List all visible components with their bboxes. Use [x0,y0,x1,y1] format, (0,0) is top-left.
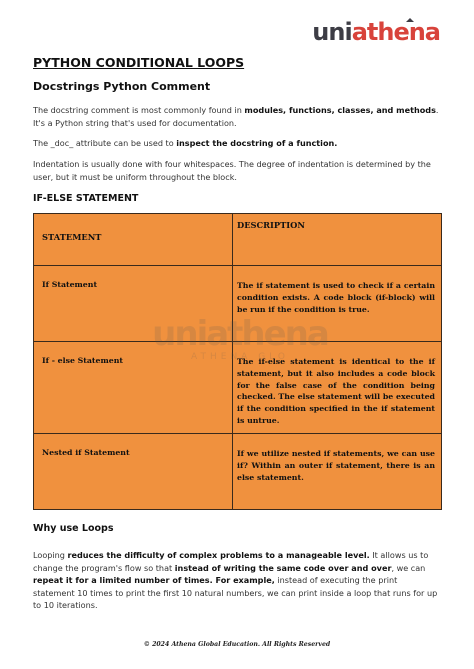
page-title: PYTHON CONDITIONAL LOOPS [33,55,245,70]
table-row [34,266,442,342]
docstring-paragraph: The docstring comment is most commonly found in modules, functions, classes, and methods. It's a Python string that's used for documentation. [33,105,439,128]
ifelse-heading: IF-ELSE STATEMENT [33,193,139,204]
description-cell: The if-else statement is identical to the if statement, but it also includes a code block for the false case of the condition being checked. The else statement will be executed if the condition specified in the if statement is untrue. [233,342,442,434]
ifelse-table [33,213,442,510]
column-header-statement: STATEMENT [34,214,233,266]
loops-paragraph: Looping reduces the difficulty of complex problems to a manageable level. It allows us to change the program's flow so that instead of writing the same code over and over, we can repeat it for a limited number of times. For example, instead of executing the print statement 10 times to print the first 10 natural numbers, we can print inside a loop that runs for up to 10 iterations. [33,550,438,611]
logo-athena-text: athena [351,18,440,46]
statement-cell: If Statement [34,266,233,342]
table-header-row [34,214,442,266]
table-row [34,342,442,434]
loops-heading: Why use Loops [33,523,114,534]
table-row [34,434,442,510]
doc-attribute-paragraph: The _doc_ attribute can be used to inspect the docstring of a function. [33,138,338,148]
copyright-footer: © 2024 Athena Global Education. All Rights Reserved [143,641,331,648]
statement-cell: Nested if Statement [34,434,233,510]
indentation-paragraph: Indentation is usually done with four whitespaces. The degree of indentation is determined by the user, but it must be uniform throughout the block. [33,159,431,182]
logo-uni-text: uni [312,18,352,46]
logo-hat-icon [406,18,414,22]
description-cell: The if statement is used to check if a certain condition exists. A code block (if-block) will be run if the condition is true. [233,266,442,342]
uniathena-logo [312,17,440,47]
docstrings-heading: Docstrings Python Comment [33,80,211,93]
statement-cell: If - else Statement [34,342,233,434]
column-header-description: DESCRIPTION [233,214,442,266]
description-cell: If we utilize nested if statements, we can use if? Within an outer if statement, there is an else statement. [233,434,442,510]
